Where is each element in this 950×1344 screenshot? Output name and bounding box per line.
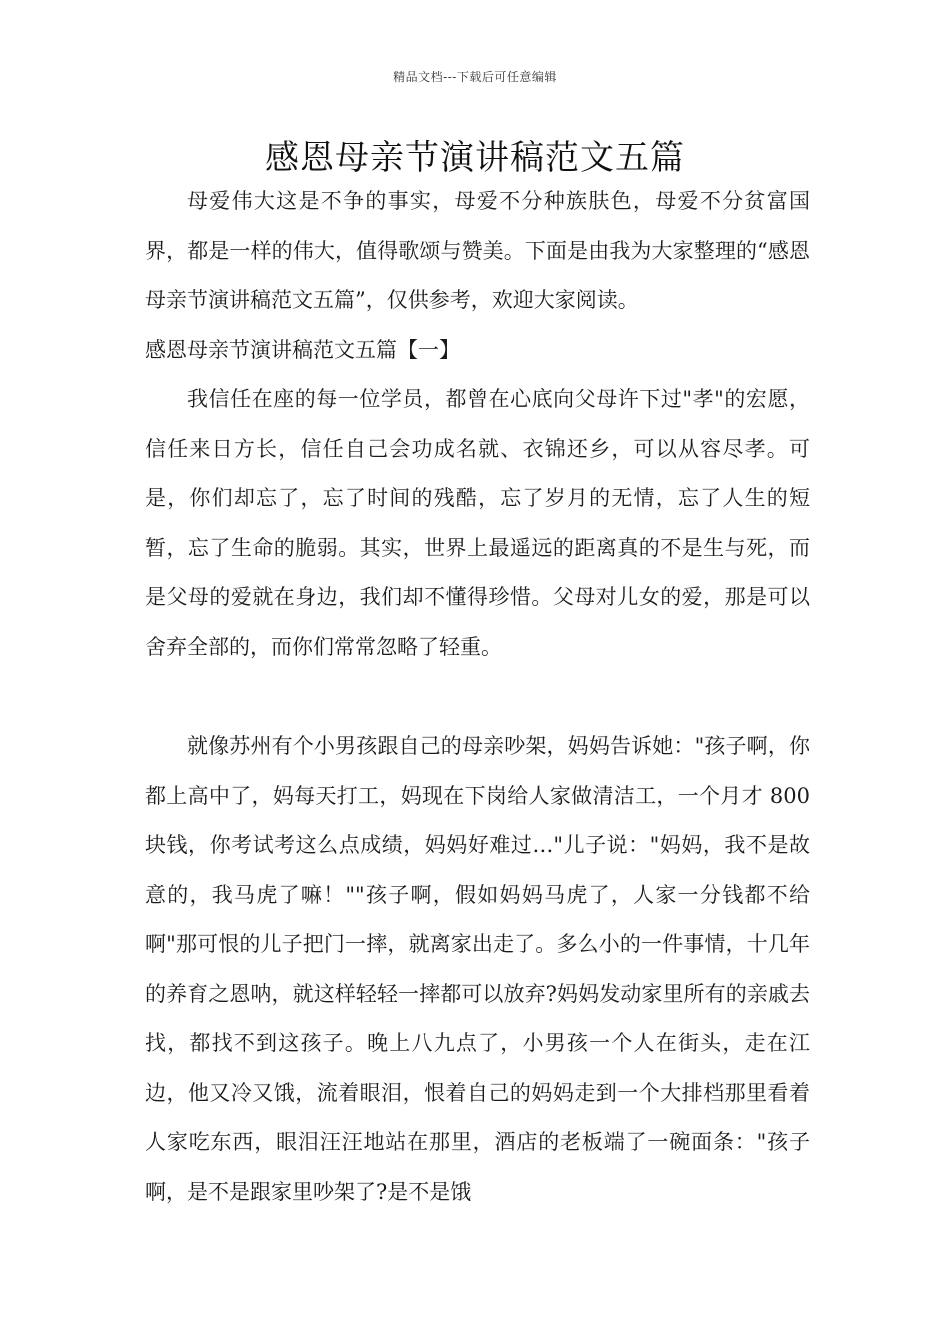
body-paragraph: 就像苏州有个小男孩跟自己的母亲吵架，妈妈告诉她："孩子啊，你都上高中了，妈每天打工，妈现在下岗给人家做清洁工，一个月才 800 块钱，你考试考这么点成绩，妈妈好难过…"儿子说："妈妈，我不是故意的，我马虎了嘛！""孩子啊，假如妈妈马虎了，人家一分钱都不给啊"那可恨的儿子把门一摔，就离家出走了。多么小的一件事情，十几年的养育之恩呐，就这样轻轻一摔都可以放弃?妈妈发动家里所有的亲戚去找，都找不到这孩子。晚上八九点了，小男孩一个人在街头，走在江边，他又冷又饿，流着眼泪，恨着自己的妈妈走到一个大排档那里看着人家吃东西，眼泪汪汪地站在那里，酒店的老板端了一碗面条："孩子啊，是不是跟家里吵架了?是不是饿 — [145, 734, 810, 1204]
document-title: 感恩母亲节演讲稿范文五篇 — [265, 138, 685, 178]
section-heading: 感恩母亲节演讲稿范文五篇【一】 — [145, 338, 460, 362]
paragraph-2-block — [145, 722, 810, 1217]
paragraph-1-block — [145, 375, 810, 672]
header-note: 精品文档---下载后可任意编辑 — [393, 70, 557, 84]
section-heading-block — [145, 326, 810, 376]
intro-paragraph: 母爱伟大这是不争的事实，母爱不分种族肤色，母爱不分贫富国界，都是一样的伟大，值得歌颂与赞美。下面是由我为大家整理的“感恩母亲节演讲稿范文五篇”，仅供参考，欢迎大家阅读。 — [145, 189, 810, 312]
body-paragraph: 我信任在座的每一位学员，都曾在心底向父母许下过"孝"的宏愿，信任来日方长，信任自己会功成名就、衣锦还乡，可以从容尽孝。可是，你们却忘了，忘了时间的残酷，忘了岁月的无情，忘了人生的短暂，忘了生命的脆弱。其实，世界上最遥远的距离真的不是生与死，而是父母的爱就在身边，我们却不懂得珍惜。父母对儿女的爱，那是可以舍弃全部的，而你们常常忽略了轻重。 — [145, 387, 810, 659]
intro-block — [145, 177, 810, 326]
